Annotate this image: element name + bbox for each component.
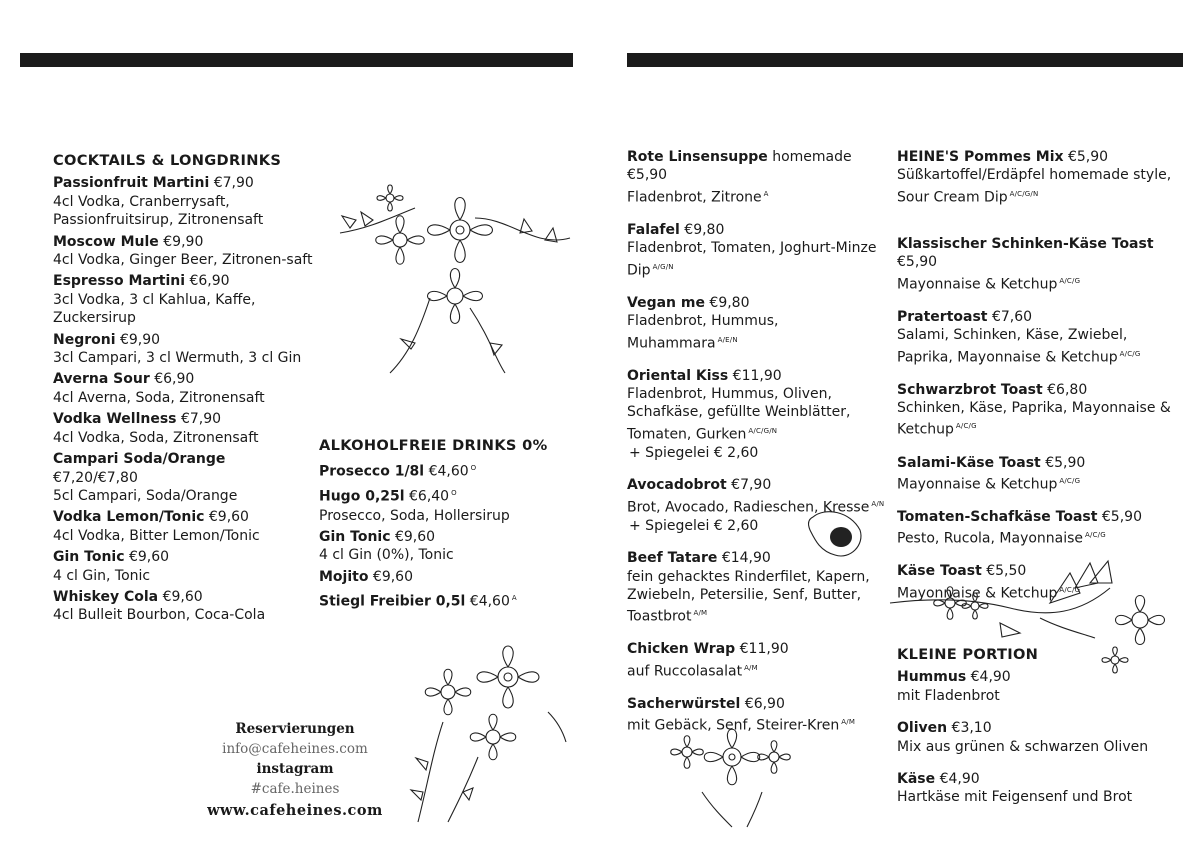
menu-item-header	[53, 370, 313, 388]
allergen-code: A/E/N	[717, 335, 738, 344]
menu-item-description-text: auf Ruccolasalat	[627, 663, 743, 680]
menu-item-header	[53, 331, 313, 349]
menu-item-description-text: Fladenbrot, Hummus, Muhammara	[627, 313, 779, 352]
menu-item-description-text: Salami, Schinken, Käse, Zwiebel, Paprika, Mayonnaise & Ketchup	[897, 327, 1128, 366]
menu-item-description	[897, 272, 1187, 294]
menu-item-description-text: Fladenbrot, Hummus, Oliven, Schafkäse, gefüllte Weinblätter, Tomaten, Gurken	[627, 386, 851, 443]
allergen-code: A/C/G	[1059, 276, 1081, 285]
menu-item-price: €6,90	[189, 273, 230, 290]
menu-item	[53, 588, 313, 625]
menu-item	[897, 508, 1187, 548]
menu-item-header	[319, 459, 569, 481]
menu-item-description	[897, 166, 1187, 206]
menu-item	[319, 589, 569, 611]
menu-item-description	[53, 527, 313, 545]
menu-item-description-text: Mayonnaise & Ketchup	[897, 476, 1058, 493]
menu-item-name: Vodka Wellness	[53, 411, 177, 428]
menu-item-description-text: Fladenbrot, Zitrone	[627, 189, 762, 206]
menu-item-price: €9,60	[394, 528, 436, 545]
menu-item-description-text: Prosecco, Soda, Hollersirup	[319, 507, 510, 524]
menu-item	[53, 331, 313, 368]
toasts-section	[897, 148, 1187, 617]
allergen-code: O	[470, 464, 477, 473]
menu-item	[897, 308, 1187, 367]
menu-item-description-text: 4cl Vodka, Ginger Beer, Zitronen-saft	[53, 252, 313, 269]
allergen-code: A	[511, 594, 517, 603]
menu-item-header	[627, 148, 889, 185]
menu-item-description	[319, 507, 569, 525]
allergen-code: A/M	[693, 609, 708, 618]
allergen-code: A/C/G	[1059, 585, 1081, 594]
menu-item	[897, 770, 1187, 807]
menu-item-price: €9,60	[162, 588, 203, 605]
menu-item-header	[53, 588, 313, 606]
flower-illustration-icon	[398, 632, 568, 827]
flower-illustration-icon	[320, 178, 575, 383]
avocado-illustration-icon	[805, 505, 865, 560]
menu-item-description	[627, 239, 889, 279]
menu-item-extra: + Spiegelei € 2,60	[629, 444, 759, 461]
menu-item-price: €6,80	[1047, 381, 1088, 398]
flower-illustration-icon	[890, 548, 1180, 678]
menu-item-price: €7,90	[180, 411, 222, 428]
menu-item-name: Vegan me	[627, 294, 705, 311]
menu-item-description-text: Pesto, Rucola, Mayonnaise	[897, 531, 1084, 548]
menu-item-header	[53, 508, 313, 526]
menu-item	[319, 459, 569, 481]
allergen-code: A/M	[841, 718, 856, 727]
instagram-label: instagram	[256, 761, 334, 777]
website-link[interactable]: www.cafeheines.com	[207, 802, 383, 819]
menu-item-description-text: Schinken, Käse, Paprika, Mayonnaise & Ketchup	[897, 400, 1171, 439]
menu-item-name: Tomaten-Schafkäse Toast	[897, 508, 1098, 525]
menu-item-description	[897, 788, 1187, 806]
menu-item-name: Chicken Wrap	[627, 641, 736, 658]
menu-item-name: Rote Linsensuppe	[627, 149, 768, 165]
menu-item-header	[897, 148, 1187, 166]
menu-item-header	[897, 308, 1187, 326]
allergen-code: A/G/N	[652, 262, 674, 271]
menu-item-description-text: mit Gebäck, Senf, Steirer-Kren	[627, 718, 840, 734]
nonalcoholic-section	[319, 437, 569, 614]
menu-item	[627, 148, 889, 207]
menu-item-description-text: 4cl Vodka, Soda, Zitronensaft	[53, 429, 259, 446]
menu-item-price: €5,90	[1101, 508, 1142, 525]
menu-item-header	[627, 695, 889, 713]
menu-item-header	[897, 454, 1187, 472]
menu-item-description	[53, 567, 313, 585]
menu-item-name: HEINE'S Pommes Mix	[897, 149, 1064, 165]
menu-item-name: Gin Tonic	[53, 549, 125, 566]
menu-item-price: €5,90	[1045, 454, 1086, 471]
menu-item-name: Negroni	[53, 331, 116, 348]
menu-item-price: €4,90	[939, 771, 980, 788]
menu-item	[897, 381, 1187, 440]
header-bar-left	[20, 53, 573, 67]
menu-item-header	[627, 367, 889, 385]
reservation-label: Reservierungen	[235, 721, 355, 737]
menu-item-price: €11,90	[739, 641, 789, 658]
menu-item	[53, 450, 313, 505]
menu-item-price: €4,60	[428, 464, 469, 481]
menu-item-name: Stiegl Freibier 0,5l	[319, 593, 466, 610]
menu-item	[53, 233, 313, 270]
menu-item-description-text: 4cl Vodka, Cranberrysaft, Passionfruitsirup, Zitronensaft	[53, 193, 264, 229]
menu-item-name: Campari Soda/Orange	[53, 451, 226, 468]
menu-item-name: Käse	[897, 771, 936, 788]
menu-item-description-text: 4 cl Gin (0%), Tonic	[319, 547, 454, 564]
section-title-cocktails: COCKTAILS & LONGDRINKS	[53, 152, 282, 169]
menu-item	[627, 640, 889, 680]
menu-item-description-text: Mayonnaise & Ketchup	[897, 276, 1058, 293]
menu-item-description-text: Fladenbrot, Tomaten, Joghurt-Minze Dip	[627, 240, 877, 279]
menu-item-header	[53, 410, 313, 428]
menu-item-header	[53, 174, 313, 192]
menu-item-description	[53, 487, 313, 505]
menu-item-name: Whiskey Cola	[53, 588, 159, 605]
menu-item-price: €7,20/€7,80	[53, 469, 138, 486]
cocktails-section	[53, 152, 313, 628]
menu-item-extra: + Spiegelei € 2,60	[629, 517, 759, 534]
food-list	[627, 148, 889, 735]
menu-item-price: €6,40	[409, 489, 450, 506]
allergen-code: A/C/G/N	[748, 426, 778, 435]
menu-item-description	[897, 326, 1187, 366]
toasts-list	[897, 148, 1187, 603]
menu-item-name: Oriental Kiss	[627, 367, 729, 384]
menu-item-price: €5,90	[627, 167, 668, 184]
menu-item-header	[897, 508, 1187, 526]
header-bar-right	[627, 53, 1183, 67]
menu-item-description-text: Hartkäse mit Feigensenf und Brot	[897, 789, 1133, 806]
menu-item-header	[319, 589, 569, 611]
flower-illustration-icon	[662, 712, 802, 832]
menu-item-suffix: homemade	[772, 149, 852, 165]
menu-item-price: €5,90	[897, 254, 938, 271]
menu-item-description-text: 3cl Campari, 3 cl Wermuth, 3 cl Gin	[53, 350, 302, 367]
section-title-nonalcoholic: ALKOHOLFREIE DRINKS 0%	[319, 437, 548, 454]
menu-item	[53, 548, 313, 585]
email-link[interactable]: info@cafeheines.com	[222, 741, 368, 757]
menu-item-description-text: Süßkartoffel/Erdäpfel homemade style, Sour Cream Dip	[897, 167, 1172, 206]
menu-item-price: €9,60	[372, 568, 414, 585]
menu-item-description	[897, 399, 1187, 439]
menu-item	[627, 221, 889, 280]
menu-item	[53, 508, 313, 545]
menu-item-header	[319, 484, 569, 506]
instagram-handle[interactable]: #cafe.heines	[250, 781, 340, 797]
menu-item-name: Avocadobrot	[627, 477, 727, 494]
menu-item-description-text: mit Fladenbrot	[897, 687, 1000, 704]
menu-item-name: Pratertoast	[897, 308, 988, 325]
menu-item-header	[319, 528, 569, 546]
menu-item-price: €3,10	[951, 720, 992, 737]
menu-item-description-text: 4 cl Gin, Tonic	[53, 567, 151, 584]
menu-item-name: Prosecco 1/8l	[319, 464, 425, 481]
allergen-code: O	[451, 489, 457, 498]
menu-item-description	[627, 568, 889, 627]
menu-item-price: €9,60	[208, 509, 249, 526]
menu-item-name: Averna Sour	[53, 371, 150, 388]
menu-item	[319, 528, 569, 565]
menu-item-description-text: Brot, Avocado, Radieschen, Kresse	[627, 499, 870, 516]
allergen-code: A/M	[744, 663, 758, 672]
menu-item-description-text: 4cl Bulleit Bourbon, Coca-Cola	[53, 607, 266, 624]
menu-item-description	[53, 429, 313, 447]
allergen-code: A	[763, 189, 769, 198]
menu-item	[53, 174, 313, 229]
menu-item-description	[897, 526, 1187, 548]
menu-item-description-text: Mix aus grünen & schwarzen Oliven	[897, 738, 1149, 755]
menu-item-name: Salami-Käse Toast	[897, 454, 1041, 471]
menu-item-price: €5,90	[1067, 149, 1109, 165]
menu-item-price: €9,90	[163, 233, 204, 250]
menu-item-name: Käse Toast	[897, 563, 982, 580]
menu-item-description-text: Mayonnaise & Ketchup	[897, 585, 1058, 602]
menu-item-description	[897, 687, 1187, 705]
menu-item-description	[897, 738, 1187, 756]
menu-item-description-text: 4cl Averna, Soda, Zitronensaft	[53, 389, 265, 406]
menu-item-header	[897, 719, 1187, 737]
allergen-code: A/C/G	[1059, 476, 1081, 485]
menu-item-description	[627, 659, 889, 681]
menu-item-price: €14,90	[721, 550, 771, 567]
menu-item-header	[53, 450, 313, 487]
menu-item-description	[627, 385, 889, 444]
menu-item-header	[319, 568, 569, 586]
menu-item-name: Gin Tonic	[319, 528, 391, 545]
menu-item-price: €11,90	[732, 367, 782, 384]
allergen-code: A/C/G	[955, 422, 977, 431]
menu-item-price: €5,50	[986, 563, 1027, 580]
menu-item-price: €6,90	[154, 371, 195, 388]
menu-item-name: Oliven	[897, 720, 948, 737]
menu-item	[627, 294, 889, 353]
menu-item-name: Falafel	[627, 221, 680, 238]
menu-item-description	[319, 546, 569, 564]
menu-item-name: Hugo 0,25l	[319, 489, 405, 506]
menu-item-name: Sacherwürstel	[627, 695, 741, 712]
menu-item-price: €7,60	[991, 308, 1033, 325]
menu-item	[53, 410, 313, 447]
menu-item-description	[53, 389, 313, 407]
food-section	[627, 148, 889, 749]
menu-item-price: €9,80	[684, 221, 725, 238]
allergen-code: A/C/G/N	[1009, 189, 1039, 198]
section-title-small-portion: KLEINE PORTION	[897, 646, 1039, 663]
menu-item-description	[53, 251, 313, 269]
menu-item-description	[897, 472, 1187, 494]
menu-item-description-text: 5cl Campari, Soda/Orange	[53, 487, 238, 504]
menu-item-name: Beef Tatare	[627, 550, 718, 567]
menu-item-header	[897, 770, 1187, 788]
menu-item-description-text: 3cl Vodka, 3 cl Kahlua, Kaffe, Zuckersirup	[53, 291, 256, 327]
menu-item	[319, 568, 569, 586]
menu-item	[627, 549, 889, 626]
menu-item	[897, 235, 1187, 294]
menu-item-name: Schwarzbrot Toast	[897, 381, 1043, 398]
menu-item	[897, 454, 1187, 494]
menu-item-header	[53, 548, 313, 566]
menu-item-name: Passionfruit Martini	[53, 175, 210, 192]
small-portion-list	[897, 668, 1187, 806]
menu-item	[897, 719, 1187, 756]
menu-item-header	[53, 233, 313, 251]
menu-item-price: €9,90	[119, 331, 161, 348]
menu-item-name: Mojito	[319, 568, 369, 585]
menu-item-description	[53, 193, 313, 230]
menu-item-header	[897, 235, 1187, 272]
menu-item-name: Klassischer Schinken-Käse Toast	[897, 235, 1154, 252]
contact-block	[200, 719, 390, 821]
menu-item-header	[627, 221, 889, 239]
allergen-code: A/C/G	[1085, 531, 1106, 540]
menu-item-header	[897, 381, 1187, 399]
menu-item-name: Vodka Lemon/Tonic	[53, 509, 205, 526]
menu-item-price: €9,60	[128, 549, 170, 566]
menu-item	[53, 272, 313, 327]
menu-item-price: €9,80	[709, 294, 750, 311]
menu-item-description	[627, 312, 889, 352]
menu-item-description	[53, 349, 313, 367]
menu-item-header	[627, 294, 889, 312]
cocktails-list	[53, 174, 313, 624]
menu-item-name: Hummus	[897, 669, 967, 686]
menu-item-header	[53, 272, 313, 290]
menu-item-description	[627, 185, 889, 207]
menu-item-description	[53, 291, 313, 328]
menu-item	[319, 484, 569, 524]
menu-item-price: €4,60	[469, 593, 510, 610]
allergen-code: A/C/G	[1119, 349, 1141, 358]
menu-item-price: €6,90	[744, 695, 785, 712]
menu-item-header	[627, 640, 889, 658]
menu-item-header	[627, 476, 889, 494]
menu-item-description-text: 4cl Vodka, Bitter Lemon/Tonic	[53, 527, 260, 544]
menu-item-description	[53, 606, 313, 624]
menu-item	[627, 367, 889, 463]
menu-item-description-text: fein gehacktes Rinderfilet, Kapern, Zwiebeln, Petersilie, Senf, Butter, Toastbrot	[627, 568, 870, 626]
menu-item-price: €7,90	[213, 175, 254, 192]
menu-item-price: €4,90	[970, 669, 1011, 686]
allergen-code: A/N	[871, 499, 885, 508]
nonalcoholic-list	[319, 459, 569, 611]
menu-item-price: €7,90	[731, 477, 772, 494]
menu-item	[53, 370, 313, 407]
menu-item-name: Espresso Martini	[53, 273, 186, 290]
menu-item	[897, 148, 1187, 207]
menu-item-name: Moscow Mule	[53, 233, 159, 250]
